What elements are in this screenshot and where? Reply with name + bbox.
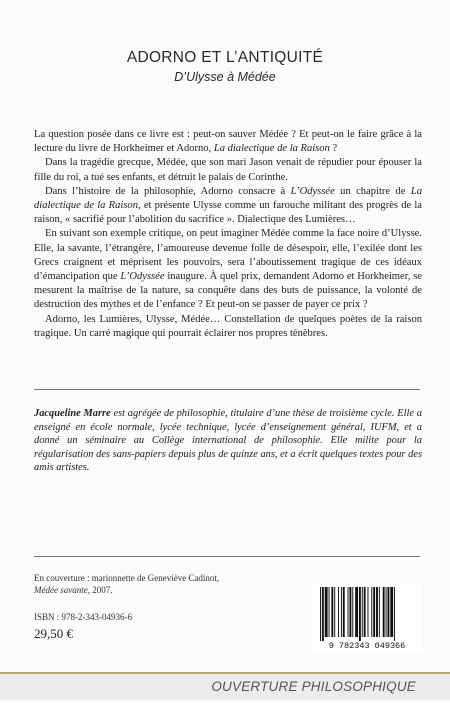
book-reference: La dialectique de la Raison (213, 143, 330, 155)
barcode-bar (334, 587, 335, 637)
collection-band (0, 672, 450, 700)
book-reference: La dialectique de la Raison (34, 185, 422, 212)
barcode-bar (322, 587, 324, 641)
cover-credit (34, 572, 284, 596)
barcode-bar (348, 587, 349, 637)
blurb-paragraph-2: Dans la tragédie grecque, Médée, que son mari Jason venait de répudier pour épouser la fille du roi, a tué ses enfants, et détruit le palais de Corinthe. (34, 157, 422, 183)
barcode (312, 583, 422, 651)
blurb-text: , et présente Ulysse comme un farouche militant des progrès de la raison, « sacrifié pour l’abolition du sacrifice ». Dialectique des Lumières… (34, 200, 422, 226)
author-bio (34, 407, 422, 475)
blurb-paragraph-1 (34, 128, 422, 156)
barcode-bar (386, 587, 387, 637)
blurb-text: Dans l’histoire de la philosophie, Adorno consacre à (45, 185, 291, 197)
barcode-bar (387, 587, 389, 637)
blurb-text: un chapitre de (334, 185, 411, 197)
artwork-title: Médée savante (34, 585, 88, 595)
divider-bottom (34, 556, 420, 557)
barcode-bar (325, 587, 328, 637)
barcode-bar (331, 587, 333, 637)
barcode-bar (359, 587, 361, 641)
cover-credit-line-2 (34, 584, 284, 596)
book-title: ADORNO ET L’ANTIQUITÉ (126, 49, 324, 66)
barcode-bar (394, 587, 395, 641)
author-bio-text: est agrégée de philosophie, titulaire d’une thèse de troisième cycle. Elle a enseigné en école normale, lycée technique, lycée d’enseignement général, IUFM, et a donné un séminaire au Collège international de philosophie. Elle milite pour la régularisation des sans-papiers depuis plus de quinze ans, et a écrit quelques textes pour des amis artistes. (34, 408, 422, 474)
barcode-bar (379, 587, 380, 637)
barcode-number: 9 782343 049366 (328, 641, 406, 651)
barcode-bar (383, 587, 385, 637)
barcode-graphic (312, 583, 422, 651)
barcode-bar (349, 587, 351, 637)
cover-credit-line-1: En couverture : marionnette de Geneviève Cadinot, (34, 573, 220, 583)
book-reference: L’Odyssée (120, 271, 165, 283)
barcode-bar (376, 587, 378, 637)
book-reference: L’Odyssée (290, 185, 335, 197)
barcode-bar (343, 587, 345, 637)
barcode-bar (368, 587, 369, 637)
barcode-bar (373, 587, 375, 637)
barcode-bar (352, 587, 353, 637)
artwork-year: , 2007. (87, 585, 113, 595)
price: 29,50 € (34, 626, 73, 641)
barcode-bar (390, 587, 393, 637)
barcode-bar (341, 587, 342, 637)
barcode-bar (362, 587, 363, 637)
blurb-paragraph-3 (34, 185, 422, 228)
blurb-text: La question posée dans ce livre est : peut-on sauver Médée ? Et peut-on le faire grâce à la lecture du livre de Horkheimer et Adorno, (34, 129, 422, 155)
blurb-text: ? (329, 143, 338, 155)
isbn: ISBN : 978-2-343-04936-6 (34, 612, 132, 622)
barcode-bar (320, 587, 321, 641)
barcode-bar (355, 587, 358, 637)
collection-name: OUVERTURE PHILOSOPHIQUE (211, 679, 416, 694)
barcode-bar (364, 587, 366, 637)
back-cover-blurb (34, 128, 422, 341)
blurb-paragraph-4 (34, 227, 422, 312)
book-subtitle: D’Ulysse à Médée (174, 70, 276, 84)
barcode-bar (329, 587, 330, 637)
divider-top (34, 389, 420, 390)
blurb-text: inaugure. À quel prix, demandent Adorno et Horkheimer, se mesurent la maîtrise de la nature, sa conquête dans des buts de puissance, la volonté de destruction des mythes et de l’enfance ? Et peut-on se passer de payer ce prix ? (34, 271, 422, 311)
blurb-text: En suivant son exemple critique, on peut imaginer Médée comme la face noire d’Ulysse. Elle, la savante, l’étrangère, l’amoureuse devenue folle de désespoir, elle, l’exilée dont les Grecs craignent et méprisent les pouvoirs, sera l’aboutissement tragique de ces idéaux d’émancipation que (34, 228, 422, 283)
barcode-bar (371, 587, 372, 637)
author-name: Jacqueline Marre (34, 408, 111, 419)
blurb-paragraph-5: Adorno, les Lumières, Ulysse, Médée… Constellation de quelques poètes de la raison tragique. Un carré magique qui pourrait éclairer nos propres ténèbres. (34, 313, 422, 339)
barcode-bar (338, 587, 339, 637)
